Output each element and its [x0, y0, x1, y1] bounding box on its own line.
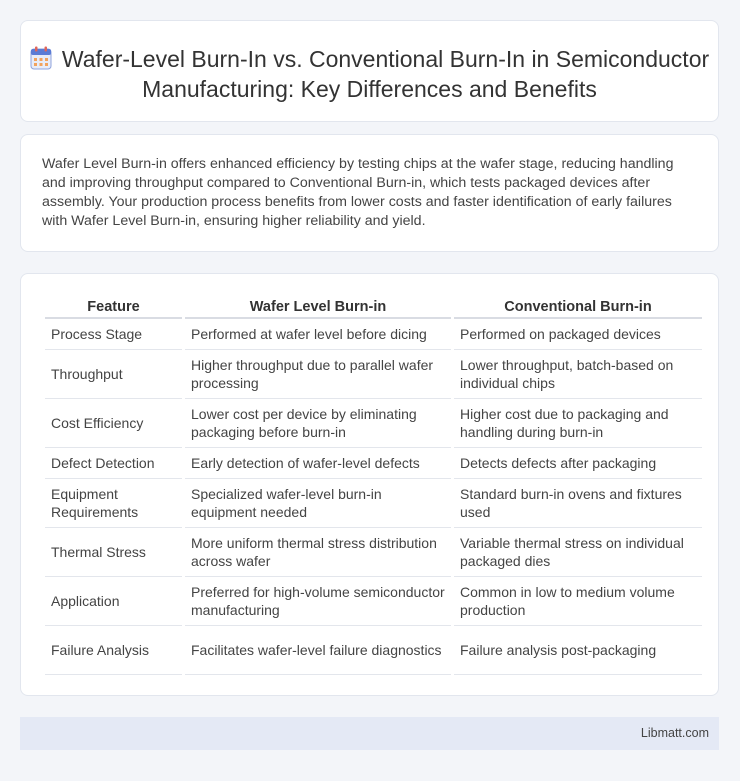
- wafer-level-cell: Facilitates wafer-level failure diagnostics: [185, 626, 451, 675]
- feature-cell: Throughput: [45, 350, 182, 399]
- wafer-level-cell: Lower cost per device by eliminating packaging before burn-in: [185, 399, 451, 448]
- feature-cell: Equipment Requirements: [45, 479, 182, 528]
- page-title: [21, 44, 718, 104]
- wafer-level-cell: More uniform thermal stress distribution across wafer: [185, 528, 451, 577]
- feature-cell: Application: [45, 577, 182, 626]
- feature-cell: Failure Analysis: [45, 626, 182, 675]
- conventional-cell: Variable thermal stress on individual packaged dies: [454, 528, 702, 577]
- summary-card: [20, 134, 719, 252]
- table-header-row: [45, 294, 702, 319]
- conventional-cell: Detects defects after packaging: [454, 448, 702, 479]
- feature-cell: Cost Efficiency: [45, 399, 182, 448]
- conventional-cell: Higher cost due to packaging and handling during burn-in: [454, 399, 702, 448]
- feature-cell: Process Stage: [45, 319, 182, 350]
- title-card: [20, 20, 719, 122]
- wafer-level-cell: Early detection of wafer-level defects: [185, 448, 451, 479]
- header-feature: Feature: [45, 294, 182, 319]
- wafer-level-cell: Preferred for high-volume semiconductor manufacturing: [185, 577, 451, 626]
- feature-cell: Defect Detection: [45, 448, 182, 479]
- table-row: [45, 350, 702, 399]
- conventional-cell: Standard burn-in ovens and fixtures used: [454, 479, 702, 528]
- table-row: [45, 577, 702, 626]
- conventional-cell: Common in low to medium volume production: [454, 577, 702, 626]
- table-row: [45, 479, 702, 528]
- table-row: [45, 399, 702, 448]
- table-row: [45, 528, 702, 577]
- table-row: [45, 626, 702, 675]
- conventional-cell: Lower throughput, batch-based on individual chips: [454, 350, 702, 399]
- conventional-cell: Performed on packaged devices: [454, 319, 702, 350]
- footer-brand-link[interactable]: Libmatt.com: [640, 726, 709, 740]
- table-row: [45, 448, 702, 479]
- wafer-level-cell: Performed at wafer level before dicing: [185, 319, 451, 350]
- table-row: [45, 319, 702, 350]
- feature-cell: Thermal Stress: [45, 528, 182, 577]
- header-conventional: Conventional Burn-in: [454, 294, 702, 319]
- header-wafer-level: Wafer Level Burn-in: [185, 294, 451, 319]
- wafer-level-cell: Higher throughput due to parallel wafer processing: [185, 350, 451, 399]
- calendar-icon: [30, 46, 52, 70]
- comparison-table-card: [20, 273, 719, 696]
- conventional-cell: Failure analysis post-packaging: [454, 626, 702, 675]
- comparison-table: [42, 294, 705, 675]
- wafer-level-cell: Specialized wafer-level burn-in equipment needed: [185, 479, 451, 528]
- summary-text: Wafer Level Burn-in offers enhanced efficiency by testing chips at the wafer stage, reducing handling and improving throughput compared to Conventional Burn-in, which tests packaged devices after assembly. Your production process benefits from lower costs and faster identification of early failures with Wafer Level Burn-in, ensuring higher reliability and yield.: [42, 156, 674, 229]
- footer-bar: [20, 717, 719, 750]
- page-title-text: Wafer-Level Burn-In vs. Conventional Burn-In in Semiconductor Manufacturing: Key Differences and Benefits: [61, 46, 710, 102]
